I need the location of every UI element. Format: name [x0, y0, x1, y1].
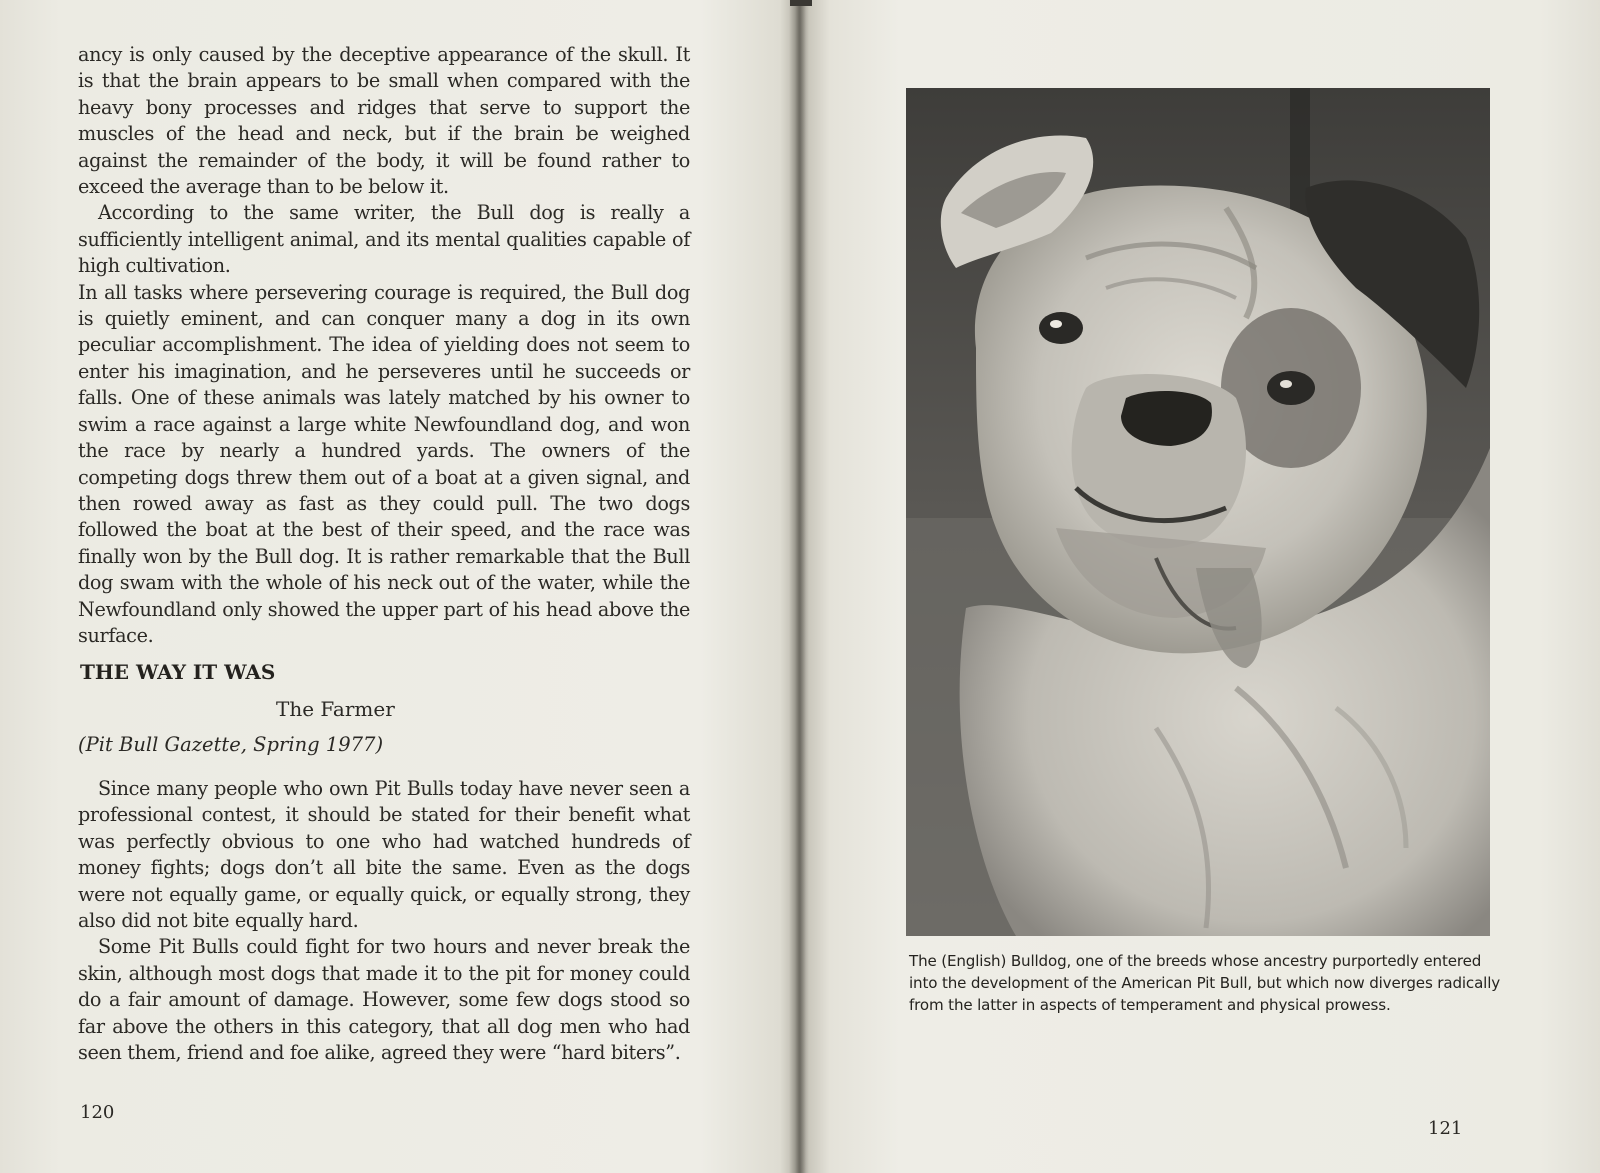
caption-text: The (English) Bulldog, one of the breeds whose ancestry purportedly entered into the development of the American Pit Bull, but which now diverges radically from the latter in aspects of temperament and physical prowess. [909, 952, 1501, 1014]
paragraph-intelligence: According to the same writer, the Bull dog is really a sufficiently intelligent animal, and its mental qualities capable of high cultivation. [78, 201, 690, 278]
body-text-top [78, 42, 690, 649]
right-page [806, 0, 1600, 1173]
bulldog-photo [906, 88, 1490, 936]
page-number-left: 120 [80, 1102, 115, 1123]
paragraph-hard-biters: Some Pit Bulls could fight for two hours and never break the skin, although most dogs that made it to the pit for money could do a fair amount of damage. However, some few dogs stood so far above the others in this category, that all dog men who had seen them, friend and foe alike, agreed they were “hard biters”. [78, 935, 690, 1065]
paragraph-swim-race: In all tasks where persevering courage is required, the Bull dog is quietly eminent, and can conquer many a dog in its own peculiar accomplishment. The idea of yielding does not seem to enter his imagination, and he perseveres until he succeeds or falls. One of these animals was lately matched by his owner to swim a race against a large white Newfoundland dog, and won the race by nearly a hundred yards. The owners of the competing dogs threw them out of a boat at a given signal, and then rowed away as fast as they could pull. The two dogs followed the boat at the best of their speed, and the race was finally won by the Bull dog. It is rather remarkable that the Bull dog swam with the whole of his neck out of the water, while the Newfoundland only showed the upper part of his head above the surface. [78, 280, 690, 647]
photo-caption [909, 950, 1505, 1016]
section-subheading: The Farmer [276, 697, 395, 721]
left-page [0, 0, 790, 1173]
paragraph-skull: ancy is only caused by the deceptive appearance of the skull. It is that the brain appears to be small when compared with the heavy bony processes and ridges that serve to support the muscles of the head and neck, but if the brain be weighed against the remainder of the body, it will be found rather to exceed the average than to be below it. [78, 43, 690, 199]
section-heading: THE WAY IT WAS [80, 660, 276, 684]
body-text-bottom [78, 776, 690, 1066]
page-number-right: 121 [1428, 1118, 1463, 1139]
section-source: (Pit Bull Gazette, Spring 1977) [78, 733, 384, 756]
paragraph-bite: Since many people who own Pit Bulls today have never seen a professional contest, it should be stated for their benefit what was perfectly obvious to one who had watched hundreds of money fights; dogs don’t all bite the same. Even as the dogs were not equally game, or equally quick, or equally strong, they also did not bite equally hard. [78, 777, 690, 933]
